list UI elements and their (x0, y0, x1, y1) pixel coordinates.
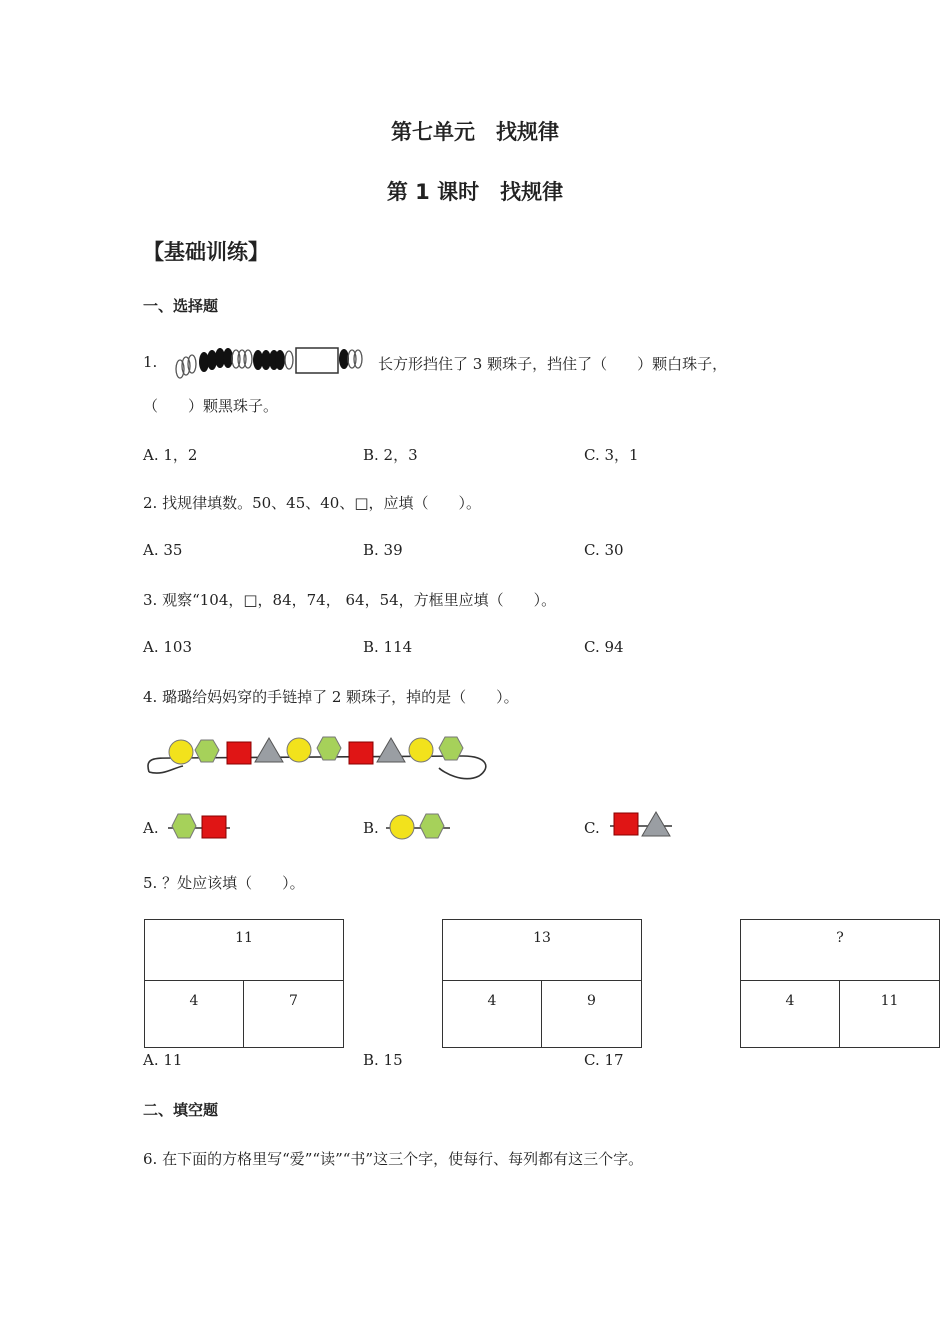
q5-box-1 (144, 919, 344, 1048)
q3-option-a: A. 103 (143, 638, 192, 656)
q3-text: 3. 观察“104，□，84，74， 64，54，方框里应填（ ）。 (143, 591, 557, 609)
lesson-title: 第 1 课时 找规律 (386, 180, 564, 204)
q2-option-b: B. 39 (363, 541, 403, 559)
q5-box-3 (740, 919, 940, 1048)
q1-beads-image (172, 343, 372, 383)
q5-box-2 (442, 919, 642, 1048)
q1-option-b: B. 2，3 (363, 446, 418, 464)
q5-box-1-left: 4 (145, 981, 244, 1047)
q1-text-line2: （ ）颗黑珠子。 (143, 397, 279, 415)
unit-title: 第七单元 找规律 (391, 120, 559, 144)
q5-box-3-right: 11 (880, 993, 899, 1009)
q1-option-a: A. 1，2 (143, 446, 198, 464)
q6-text: 6. 在下面的方格里写“爱”“读”“书”这三个字，使每行、每列都有这三个字。 (143, 1150, 644, 1168)
q4-option-a: A. (143, 819, 159, 837)
q4-option-b-beads (384, 810, 454, 842)
q5-box-1-right: 7 (289, 993, 298, 1009)
q4-option-c-beads (608, 808, 674, 840)
part-fill-heading: 二、填空题 (143, 1101, 219, 1119)
q5-text: 5. ？处应该填（ ）。 (143, 874, 305, 892)
q5-option-a: A. 11 (143, 1051, 183, 1069)
q5-box-3-left: 4 (741, 981, 840, 1047)
section-basic-training: 【基础训练】 (143, 240, 269, 264)
q4-option-b: B. (363, 819, 379, 837)
part-choice-heading: 一、选择题 (143, 297, 219, 315)
q3-option-c: C. 94 (584, 638, 624, 656)
q5-box-1-top: 11 (145, 920, 343, 981)
q4-text: 4. 璐璐给妈妈穿的手链掉了 2 颗珠子，掉的是（ ）。 (143, 688, 519, 706)
q5-box-3-top: ? (741, 920, 939, 981)
q4-option-c: C. (584, 819, 600, 837)
q5-box-2-left: 4 (443, 981, 542, 1047)
q3-option-b: B. 114 (363, 638, 413, 656)
q2-option-c: C. 30 (584, 541, 624, 559)
q2-option-a: A. 35 (143, 541, 183, 559)
q1-number: 1. (143, 353, 158, 371)
q1-text: 长方形挡住了 3 颗珠子，挡住了（ ）颗白珠子， (378, 355, 728, 373)
q4-bracelet-image (143, 728, 493, 784)
q5-option-c: C. 17 (584, 1051, 624, 1069)
q5-box-2-top: 13 (443, 920, 641, 981)
q2-text: 2. 找规律填数。50、45、40、□，应填（ ）。 (143, 494, 482, 512)
q4-option-a-beads (166, 810, 232, 842)
q5-option-b: B. 15 (363, 1051, 403, 1069)
q1-option-c: C. 3，1 (584, 446, 639, 464)
q5-box-2-right: 9 (587, 993, 596, 1009)
